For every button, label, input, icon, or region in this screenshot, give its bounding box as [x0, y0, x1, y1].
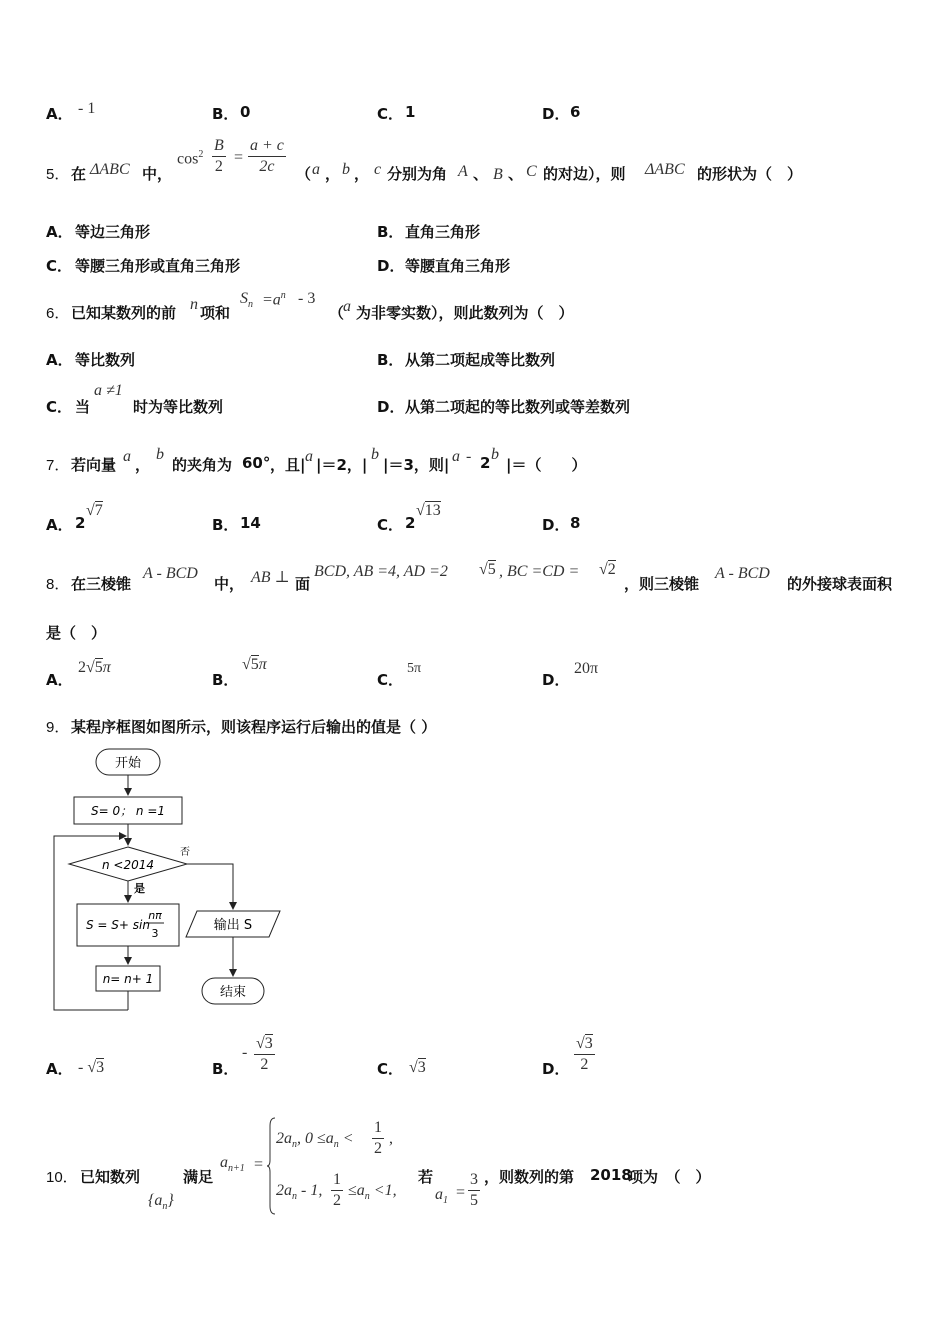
- q10-text-1: 已知数列: [80, 1168, 141, 1186]
- flow-end: 结束: [219, 985, 247, 1000]
- q5-option-a-text: 等边三角形: [75, 223, 151, 241]
- q5-triangle-2: ΔABC: [645, 161, 685, 178]
- q6-text-3: （: [329, 304, 345, 322]
- q5-comma-2: ，: [354, 165, 370, 183]
- q10-seq-open: {a: [148, 1192, 163, 1209]
- q8-option-d-text: 20π: [574, 660, 599, 677]
- q6-eq: [262, 290, 286, 309]
- q10-case-2-le: ≤a: [348, 1182, 365, 1199]
- q5-triangle: ΔABC: [90, 161, 130, 178]
- q5-frac-ac-num: a + c: [248, 136, 286, 157]
- q10-case-1-half-den: 2: [374, 1140, 382, 1157]
- q5-var-a: a: [312, 161, 320, 178]
- q10-lhs-sub: n+1: [228, 1163, 245, 1175]
- q8-sqrt5-radicand: 5: [487, 561, 496, 578]
- q5-text-5: 的形状为（ ）: [697, 165, 803, 183]
- q7-option-a-coef: 2: [75, 514, 86, 532]
- q7-two: 2: [480, 454, 491, 472]
- q10-text-5: 项为 （ ）: [628, 1168, 711, 1186]
- q8-sqrt2-radicand: 2: [607, 561, 616, 578]
- q10-case-2-minus: - 1,: [301, 1182, 323, 1199]
- q5-equals: =: [234, 149, 244, 166]
- q7-option-d-text: 8: [570, 514, 581, 532]
- q6-option-c-label: C．: [46, 398, 73, 416]
- q10-case-2-a: 2a: [276, 1182, 292, 1199]
- q10-case-2-half: [331, 1170, 343, 1211]
- q7-vec-a: a: [123, 448, 131, 465]
- q8-option-b-pi: π: [258, 656, 267, 673]
- q8-option-b-label: B．: [212, 671, 239, 689]
- q7-option-c-coef: 2: [405, 514, 416, 532]
- flow-body-num: nπ: [148, 909, 162, 922]
- q5-frac-ac: [248, 136, 286, 177]
- q5-angle-a: A: [458, 163, 468, 180]
- q6-option-c-text: 时为等比数列: [133, 398, 224, 416]
- q6-s: S: [240, 290, 248, 307]
- q8-sqrt2: √2: [599, 561, 616, 578]
- q10-a1-den: 5: [470, 1192, 478, 1209]
- flow-cond: n <2014: [101, 858, 155, 872]
- q9-option-b-minus: -: [242, 1044, 248, 1061]
- q9-option-d-num: √3: [574, 1034, 595, 1055]
- q7-vec-b-2: b: [371, 446, 379, 463]
- q9-option-b-label: B．: [212, 1060, 239, 1078]
- q10-seq-sub: n: [162, 1201, 168, 1213]
- q8-option-a-pi: π: [102, 659, 111, 676]
- q8-number: 8．: [46, 576, 70, 593]
- q5-option-a-label: A．: [46, 223, 73, 241]
- q9-option-a-radicand: 3: [96, 1059, 105, 1076]
- q5-var-b: b: [342, 161, 350, 178]
- q7-text-5: |＝3，则|: [383, 456, 450, 474]
- q5-option-b-label: B．: [377, 223, 404, 241]
- q6-text-2: 项和: [200, 304, 231, 322]
- q5-option-c-label: C．: [46, 257, 73, 275]
- q5-frac-b2: [212, 136, 226, 177]
- q9-option-a-label: A．: [46, 1060, 73, 1078]
- q8-cond-1: AB ⊥: [251, 569, 290, 586]
- q4-option-c-label: C．: [377, 105, 404, 123]
- q7-vec-b: b: [156, 446, 164, 463]
- q6-number: 6．: [46, 305, 70, 322]
- q6-sn: [240, 290, 253, 310]
- q9-option-d-frac: [574, 1034, 595, 1075]
- q7-option-c-sqrt: √13: [416, 502, 441, 519]
- q9-option-b-num: √3: [254, 1034, 275, 1055]
- q10-lhs: [220, 1154, 245, 1174]
- q7-text-1: 若向量: [71, 456, 117, 474]
- q5-cos-square: 2: [198, 149, 204, 160]
- q5-option-d-label: D．: [377, 257, 405, 275]
- q6-s-sub: n: [248, 299, 253, 311]
- q4-option-d-value: 6: [570, 103, 581, 121]
- q7-vec-b-3: b: [491, 446, 499, 463]
- q10-case-1-half: [372, 1118, 384, 1159]
- q10-case-1-lt: <: [342, 1130, 354, 1147]
- q5-angle-b: B: [493, 166, 503, 183]
- q5-text-3: 分别为角: [387, 165, 448, 183]
- q10-a1-num: 3: [468, 1170, 480, 1191]
- q6-var-n: n: [190, 296, 198, 313]
- q7-option-c-label: C．: [377, 516, 404, 534]
- q5-option-c-text: 等腰三角形或直角三角形: [75, 257, 241, 275]
- q9-option-a-minus: -: [78, 1059, 84, 1076]
- q8-tetrahedron-2: A - BCD: [715, 565, 770, 582]
- q5-text-2: 中，: [142, 165, 173, 183]
- q7-option-c-radicand: 13: [424, 502, 441, 519]
- q9-option-b-frac: [254, 1034, 275, 1075]
- q8-text-2: 中，: [214, 575, 245, 593]
- q8-option-a-value: 2√5π: [78, 659, 111, 676]
- q7-option-b-label: B．: [212, 516, 239, 534]
- flow-start: 开始: [114, 756, 142, 771]
- q6-option-c-math: a ≠1: [94, 382, 123, 399]
- q5-frac-b2-den: 2: [212, 156, 226, 177]
- q10-text-3: 若: [418, 1168, 434, 1186]
- q9-option-c-radicand: 3: [417, 1059, 426, 1076]
- q6-minus3: - 3: [298, 290, 316, 307]
- q9-option-d-den: 2: [580, 1056, 589, 1073]
- flow-yes: 是: [134, 882, 145, 895]
- flow-body-den: 3: [151, 927, 159, 940]
- q10-text-2: 满足: [183, 1168, 214, 1186]
- q10-case-2: $2a_n - 1$,: [276, 1182, 323, 1203]
- q7-number: 7．: [46, 457, 70, 474]
- q7-vec-a-2: a: [305, 448, 313, 465]
- q10-case-1: $2a_n$, $0 \le a_n$ <: [276, 1130, 354, 1151]
- q4-option-b-value: 0: [240, 103, 251, 121]
- q4-option-c-value: 1: [405, 103, 416, 121]
- q9-flowchart: [40, 742, 300, 1018]
- q5-var-c: c: [374, 161, 382, 178]
- q10-case-1-a: 2a: [276, 1130, 292, 1147]
- q9-number: 9．: [46, 719, 70, 736]
- q4-option-a-label: A．: [46, 105, 73, 123]
- q10-case-2-half-den: 2: [333, 1192, 341, 1209]
- q10-a1: [435, 1186, 448, 1206]
- q8-option-c-label: C．: [377, 671, 404, 689]
- q7-option-a-sqrt: √7: [86, 502, 103, 519]
- q10-seq: [148, 1192, 174, 1212]
- q6-option-d-label: D．: [377, 398, 405, 416]
- q10-brace: [266, 1116, 276, 1216]
- q5-sep-2: 、: [508, 165, 524, 183]
- flow-init: S= 0； n =1: [90, 804, 166, 818]
- q8-option-d-label: D．: [542, 671, 570, 689]
- q5-text-4: 的对边），则: [543, 165, 626, 183]
- q10-case-2-half-num: 1: [331, 1170, 343, 1191]
- q8-sqrt5: √5: [479, 561, 496, 578]
- q8-text-1: 在三棱锥: [71, 575, 132, 593]
- q9-option-b-den: 2: [260, 1056, 269, 1073]
- q7-text-3: ，且|: [270, 456, 306, 474]
- q5-sep-1: 、: [473, 165, 489, 183]
- q10-case-1-cond: , 0 ≤a: [297, 1130, 334, 1147]
- q10-a1-a: a: [435, 1186, 443, 1203]
- q8-option-a-coef: 2: [78, 659, 86, 676]
- q9-option-d-label: D．: [542, 1060, 570, 1078]
- q7-text-2: 的夹角为: [172, 456, 233, 474]
- q8-cond-2: BCD, AB =4, AD =2: [314, 563, 448, 580]
- q6-text-1: 已知某数列的前: [71, 304, 177, 322]
- q8-text-5: 的外接球表面积: [787, 575, 893, 593]
- q10-case-1-end: ,: [389, 1130, 393, 1147]
- q5-comma-1: ，: [325, 165, 341, 183]
- q7-comma: ，: [135, 456, 151, 474]
- q8-option-b-radicand: 5: [250, 656, 259, 673]
- q9-option-c-value: √3: [409, 1059, 426, 1076]
- q10-a1-eq: =: [456, 1184, 466, 1201]
- q5-number: 5．: [46, 166, 70, 183]
- q4-option-a-value: - 1: [78, 100, 96, 117]
- q10-eq: =: [254, 1156, 264, 1173]
- q8-option-a-radicand: 5: [94, 659, 103, 676]
- q9-option-b-radicand: 3: [264, 1035, 273, 1052]
- q7-text-6: |＝（ ）: [506, 456, 587, 474]
- q7-option-d-label: D．: [542, 516, 570, 534]
- q10-case-1-half-num: 1: [372, 1118, 384, 1139]
- q10-case-2-lt1: <1,: [373, 1182, 397, 1199]
- q8-text-3: 面: [295, 575, 311, 593]
- q5-cos-fn: cos: [177, 150, 199, 168]
- q10-a1-sub: 1: [443, 1195, 448, 1207]
- q7-angle: 60°: [242, 454, 271, 472]
- flow-no: 否: [180, 847, 190, 858]
- q10-case-2-cond: $\le a_n <1$,: [348, 1182, 397, 1203]
- q9-option-d-radicand: 3: [584, 1035, 593, 1052]
- q10-text-4: ，则数列的第: [484, 1168, 575, 1186]
- q5-option-d-text: 等腰直角三角形: [405, 257, 511, 275]
- q7-option-a-label: A．: [46, 516, 73, 534]
- q9-option-a-value: - √3: [78, 1059, 105, 1076]
- q5-angle-c: C: [526, 163, 537, 180]
- q5-paren-open: （: [296, 165, 312, 183]
- q8-text-4: ，则三棱锥: [624, 575, 700, 593]
- q6-option-a-text: 等比数列: [75, 351, 136, 369]
- q4-option-b-label: B．: [212, 105, 239, 123]
- flow-output: 输出 S: [213, 918, 253, 933]
- q6-option-b-label: B．: [377, 351, 404, 369]
- q6-var-a: a: [343, 298, 351, 315]
- q6-eq-exp: n: [280, 290, 286, 301]
- q10-index: 2018: [590, 1166, 632, 1184]
- q4-option-d-label: D．: [542, 105, 570, 123]
- q6-option-a-label: A．: [46, 351, 73, 369]
- q7-text-4: |＝2，|: [316, 456, 368, 474]
- q5-frac-b2-num: B: [214, 137, 224, 154]
- q6-text-4: 为非零实数），则此数列为（ ）: [356, 304, 574, 322]
- q5-text-1: 在: [71, 165, 87, 183]
- q6-option-c-pre: 当: [75, 398, 91, 416]
- q10-a1-frac: [468, 1170, 480, 1211]
- flow-inc: n= n+ 1: [102, 972, 154, 986]
- q9-text: 某程序框图如图所示，则该程序运行后输出的值是（ ）: [71, 718, 437, 736]
- q8-option-b-value: √5π: [242, 656, 267, 673]
- q6-eq-a: =a: [262, 291, 281, 309]
- q10-lhs-a: a: [220, 1154, 228, 1171]
- q8-cond-3: , BC =CD =: [499, 563, 580, 580]
- q5-cos: [177, 149, 203, 168]
- q10-number: 10．: [46, 1169, 78, 1186]
- q8-tetrahedron: A - BCD: [143, 565, 198, 582]
- q5-option-b-text: 直角三角形: [405, 223, 481, 241]
- q8-option-a-label: A．: [46, 671, 73, 689]
- q9-option-c-label: C．: [377, 1060, 404, 1078]
- q7-option-a-radicand: 7: [94, 502, 103, 519]
- q6-option-d-text: 从第二项起的等比数列或等差数列: [405, 398, 631, 416]
- q5-frac-ac-den: 2c: [259, 158, 275, 175]
- q8-text-6: 是（ ）: [46, 624, 107, 642]
- q7-vec-a-3: a: [452, 448, 460, 465]
- q7-minus: -: [466, 448, 472, 465]
- q6-option-b-text: 从第二项起成等比数列: [405, 351, 556, 369]
- q10-seq-close: }: [167, 1192, 174, 1209]
- flow-body-pre: S = S+ sin: [86, 918, 150, 932]
- q8-option-c-text: 5π: [407, 661, 422, 676]
- q7-option-b-text: 14: [240, 514, 261, 532]
